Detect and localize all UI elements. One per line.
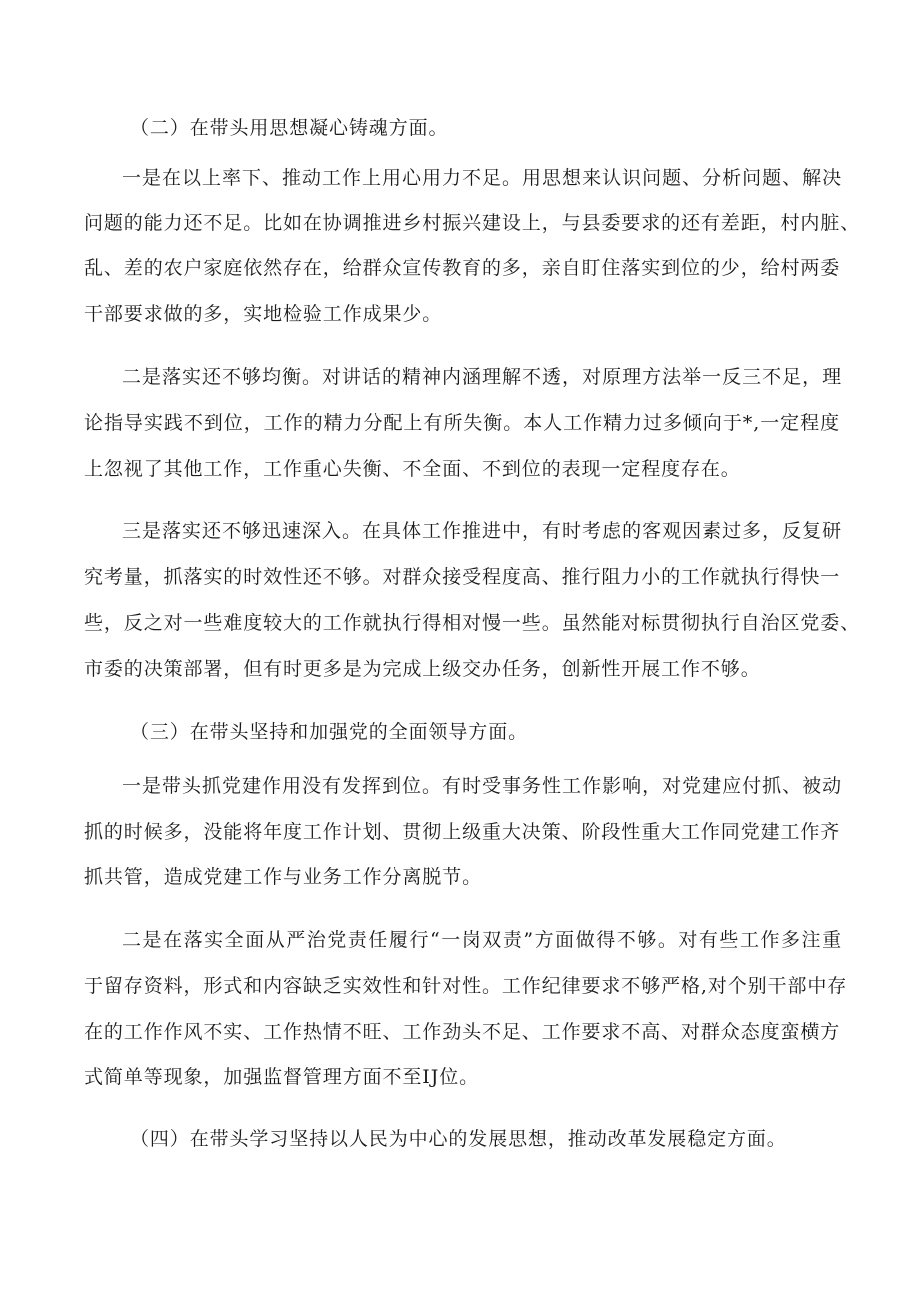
text-line: 上忽视了其他工作，工作重心失衡、不全面、不到位的表现一定程度存在。 (84, 458, 741, 480)
text-line: 于留存资料，形式和内容缺乏实效性和针对性。工作纪律要求不够严格,对个别干部中存 (84, 975, 848, 997)
text-line: 抓的时候多，没能将年度工作计划、贯彻上级重大决策、阶段性重大工作同党建工作齐 (84, 821, 841, 843)
text-line: 论指导实践不到位，工作的精力分配上有所失衡。本人工作精力过多倾向于*,一定程度 (84, 412, 840, 434)
section-heading-4: （四）在带头学习坚持以人民为中心的发展思想，推动改革发展稳定方面。 (130, 1128, 787, 1150)
section-heading-2: （二）在带头用思想凝心铸魂方面。 (130, 117, 449, 139)
text-line: 在的工作作风不实、工作热情不旺、工作劲头不足、工作要求不高、对群众态度蛮横方 (84, 1021, 841, 1043)
text-line: 究考量，抓落实的时效性还不够。对群众接受程度高、推行阻力小的工作就执行得快一 (84, 566, 841, 588)
text-line: 一是在以上率下、推动工作上用心用力不足。用思想来认识问题、分析问题、解决 (122, 167, 842, 189)
text-line: 二是在落实全面从严治党责任履行“一岗双责”方面做得不够。对有些工作多注重 (122, 929, 842, 951)
text-line: 抓共管，造成党建工作与业务工作分离脱节。 (84, 866, 483, 888)
text-line: 些，反之对一些难度较大的工作就执行得相对慢一些。虽然能对标贯彻执行自治区党委、 (84, 612, 861, 634)
text-line: 问题的能力还不足。比如在协调推进乡村振兴建设上，与县委要求的还有差距，村内脏、 (84, 212, 861, 234)
section-heading-3: （三）在带头坚持和加强党的全面领导方面。 (130, 721, 529, 743)
text-line: 二是落实还不够均衡。对讲话的精神内涵理解不透，对原理方法举一反三不足，理 (122, 366, 842, 388)
text-line: 市委的决策部署，但有时更多是为完成上级交办任务，创新性开展工作不够。 (84, 658, 761, 680)
text-line: 三是落实还不够迅速深入。在具体工作推进中，有时考虑的客观因素过多，反复研 (122, 520, 842, 542)
text-line: 式简单等现象，加强监督管理方面不至IJ位。 (84, 1066, 480, 1088)
text-line: 干部要求做的多，实地检验工作成果少。 (84, 303, 443, 325)
text-line: 乱、差的农户家庭依然存在，给群众宣传教育的多，亲自盯住落实到位的少，给村两委 (84, 257, 841, 279)
text-line: 一是带头抓党建作用没有发挥到位。有时受事务性工作影响，对党建应付抓、被动 (122, 775, 842, 797)
